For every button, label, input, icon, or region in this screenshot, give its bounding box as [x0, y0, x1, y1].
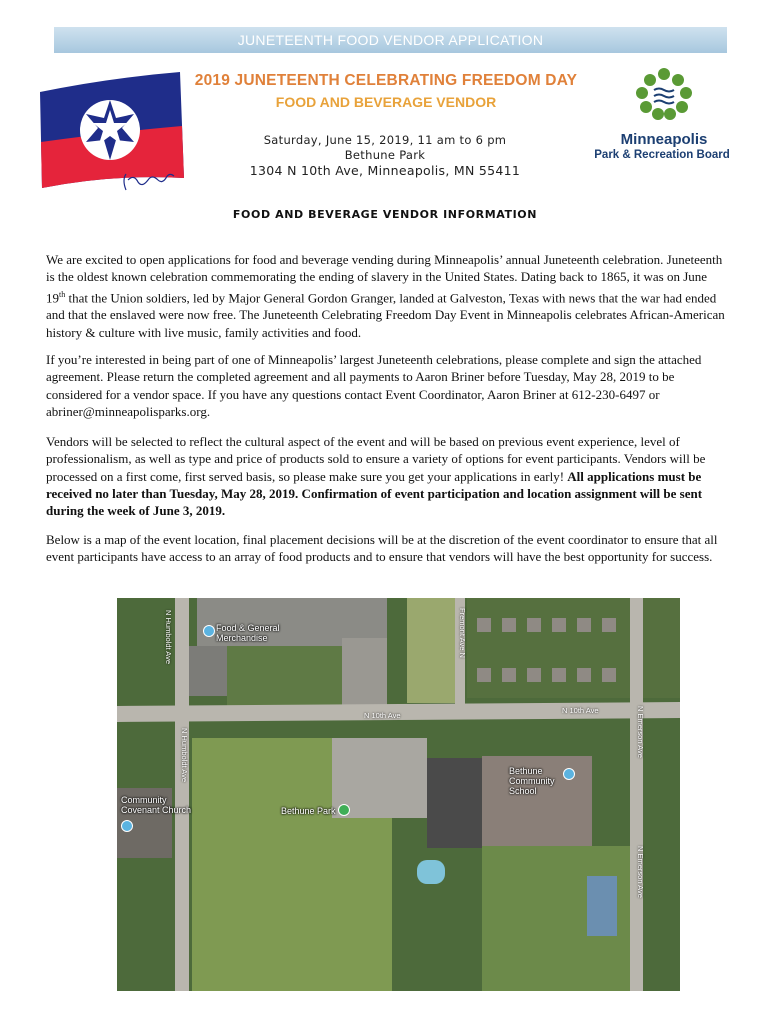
- event-location-map: [117, 598, 680, 991]
- event-datetime: Saturday, June 15, 2019, 11 am to 6 pm: [263, 133, 507, 147]
- street-emerson-north: N Emerson Ave: [636, 706, 645, 758]
- selection-paragraph: Vendors will be selected to reflect the cultural aspect of the event and will be based on previous event experience, level of professionalism, as well as type and price of products sold to ensure a variety of options for event participants. Vendors will be processed on a first come, first served basis, so please make sure you get your applications in early! All applications must be received no later than Tuesday, May 28, 2019. Confirmation of event participation and location assignment will be sent during the week of June 3, 2019.: [46, 434, 706, 519]
- church-pin-icon: [121, 820, 133, 832]
- document-banner: JUNETEENTH FOOD VENDOR APPLICATION: [54, 27, 727, 53]
- street-humboldt-south: N Humboldt Ave: [180, 728, 189, 783]
- event-venue: Bethune Park: [344, 148, 426, 162]
- school-label: Bethune Community School: [509, 766, 555, 796]
- logo-title: Minneapolis: [620, 131, 708, 148]
- church-label: Community Covenant Church: [121, 795, 192, 815]
- street-10th-west: N 10th Ave: [364, 711, 401, 720]
- event-subtitle: FOOD AND BEVERAGE VENDOR: [275, 94, 497, 110]
- intro-paragraph: We are excited to open applications for food and beverage vending during Minneapolis’ annual Juneteenth celebration. Juneteenth is the oldest known celebration commemorating the ending of slavery in the United States. Dating back to 1865, it was on June 19th that the Union soldiers, led by Major General Gordon Granger, landed at Galveston, Texas with news that the war had ended and that the enslaved were now free. The Juneteenth Celebrating Freedom Day Event in Minneapolis celebrates African-American history & culture with live music, family activities and food.: [46, 252, 725, 340]
- section-heading: FOOD AND BEVERAGE VENDOR INFORMATION: [232, 208, 538, 221]
- food-merchandise-label: Food & General Merchandise: [216, 623, 280, 643]
- street-humboldt-north: N Humboldt Ave: [164, 610, 173, 665]
- juneteenth-flag-logo: [38, 70, 188, 195]
- application-paragraph: If you’re interested in being part of one of Minneapolis’ largest Juneteenth celebrations, please complete and sign the attached agreement. Please return the completed agreement and all payments to Aaron Briner before Tuesday, May 28, 2019 to be considered for a vendor space. If you have any questions contact Event Coordinator, Aaron Briner at 612-230-6497 or abriner@minneapolisparks.org.: [46, 352, 702, 419]
- logo-subtitle: Park & Recreation Board: [594, 149, 730, 161]
- event-title: 2019 JUNETEENTH CELEBRATING FREEDOM DAY: [194, 72, 578, 89]
- map-intro-paragraph: Below is a map of the event location, final placement decisions will be at the discretion of the event coordinator to ensure that all event participants have access to an array of food products and to ensure that vendors will have the best opportunity for success.: [46, 532, 718, 565]
- street-fremont: Fremont Ave N: [458, 608, 467, 658]
- park-label: Bethune Park: [281, 806, 336, 816]
- food-merchandise-pin-icon: [203, 625, 215, 637]
- park-pin-icon: [338, 804, 350, 816]
- event-address: 1304 N 10th Ave, Minneapolis, MN 55411: [249, 163, 521, 178]
- street-10th-east: N 10th Ave: [562, 706, 599, 715]
- street-emerson-south: N Emerson Ave: [636, 846, 645, 898]
